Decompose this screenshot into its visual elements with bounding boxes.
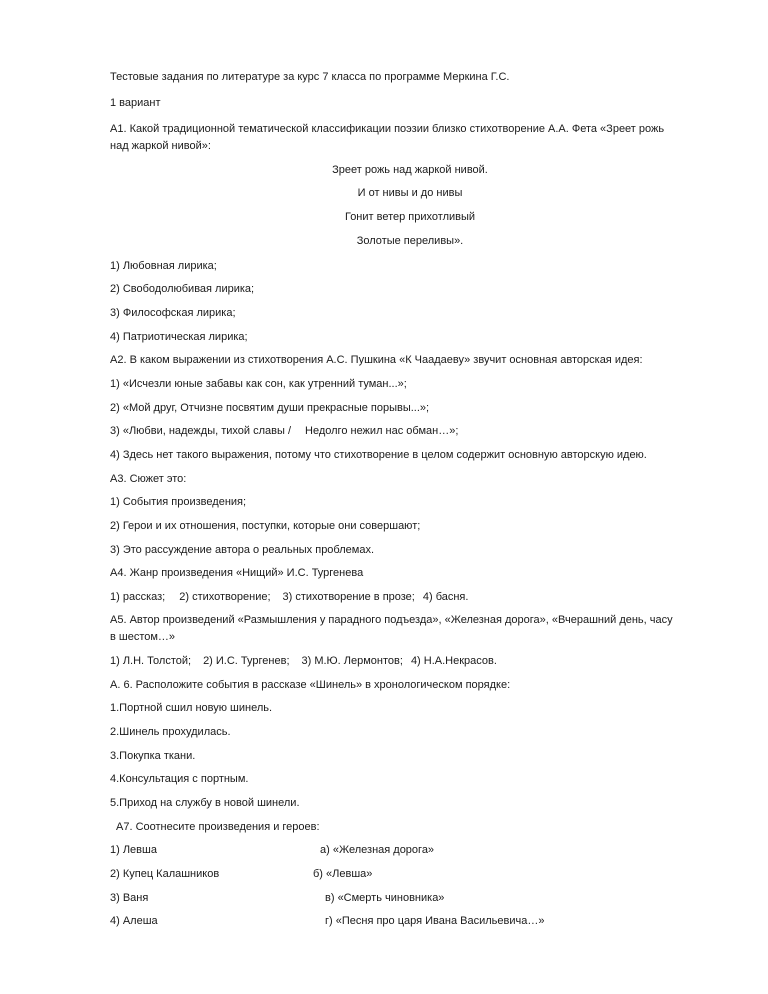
a7-hero: 3) Ваня bbox=[110, 892, 149, 904]
a1-option: 3) Философская лирика; bbox=[110, 307, 236, 319]
a5-option: 3) М.Ю. Лермонтов; bbox=[301, 655, 403, 667]
a2-option: 4) Здесь нет такого выражения, потому что стихотворение в целом содержит основную авторскую идею. bbox=[110, 449, 647, 461]
a2-option-3-part2: Недолго нежил нас обман…»; bbox=[305, 425, 459, 437]
document-title: Тестовые задания по литературе за курс 7 класса по программе Меркина Г.С. bbox=[110, 71, 510, 83]
a1-poem-line: Золотые переливы». bbox=[356, 235, 464, 247]
a1-question-line2: над жаркой нивой»: bbox=[110, 140, 211, 152]
a5-option: 2) И.С. Тургенев; bbox=[203, 655, 290, 667]
a4-option: 2) стихотворение; bbox=[179, 591, 271, 603]
a2-option: 1) «Исчезли юные забавы как сон, как утренний туман...»; bbox=[110, 378, 407, 390]
a2-option-3 bbox=[110, 424, 458, 438]
a1-option: 1) Любовная лирика; bbox=[110, 260, 217, 272]
a3-option: 3) Это рассуждение автора о реальных проблемах. bbox=[110, 544, 375, 556]
a5-options bbox=[110, 654, 497, 668]
variant-label: 1 вариант bbox=[110, 97, 161, 109]
a1-poem-line: Зреет рожь над жаркой нивой. bbox=[332, 164, 488, 176]
a3-question: А3. Сюжет это: bbox=[110, 473, 187, 485]
a4-option: 1) рассказ; bbox=[110, 591, 166, 603]
a5-option: 1) Л.Н. Толстой; bbox=[110, 655, 192, 667]
a2-option: 2) «Мой друг, Отчизне посвятим души прекрасные порывы...»; bbox=[110, 402, 430, 414]
a4-option: 3) стихотворение в прозе; bbox=[282, 591, 415, 603]
a3-option: 2) Герои и их отношения, поступки, которые они совершают; bbox=[110, 520, 421, 532]
a1-poem-line: Гонит ветер прихотливый bbox=[344, 211, 476, 223]
a5-option: 4) Н.А.Некрасов. bbox=[410, 655, 497, 667]
a4-question: А4. Жанр произведения «Нищий» И.С. Тургенева bbox=[110, 567, 364, 579]
a4-option: 4) басня. bbox=[422, 591, 469, 603]
a7-hero: 2) Купец Калашников bbox=[110, 868, 220, 880]
a5-question-line2: в шестом…» bbox=[110, 631, 176, 643]
a2-question: А2. В каком выражении из стихотворения А.С. Пушкина «К Чаадаеву» звучит основная авторская идея: bbox=[110, 354, 643, 366]
a7-work: б) «Левша» bbox=[313, 868, 373, 880]
a7-question: А7. Соотнесите произведения и героев: bbox=[116, 821, 320, 833]
a7-work: г) «Песня про царя Ивана Васильевича…» bbox=[325, 915, 545, 927]
a7-work: а) «Железная дорога» bbox=[320, 844, 435, 856]
a1-question-line1: А1. Какой традиционной тематической классификации поэзии близко стихотворение А.А. Фета «Зреет рожь bbox=[110, 123, 665, 135]
a2-option-3-part1: 3) «Любви, надежды, тихой славы / bbox=[110, 425, 292, 437]
a1-option: 2) Свободолюбивая лирика; bbox=[110, 283, 255, 295]
a7-hero: 4) Алеша bbox=[110, 915, 158, 927]
a7-work: в) «Смерть чиновника» bbox=[325, 892, 445, 904]
a6-item: 3.Покупка ткани. bbox=[110, 750, 196, 762]
a7-hero: 1) Левша bbox=[110, 844, 157, 856]
a6-item: 5.Приход на службу в новой шинели. bbox=[110, 797, 300, 809]
a6-item: 2.Шинель прохудилась. bbox=[110, 726, 231, 738]
a3-option: 1) События произведения; bbox=[110, 496, 247, 508]
a1-poem-line: И от нивы и до нивы bbox=[357, 187, 463, 199]
a4-options bbox=[110, 590, 468, 604]
a6-item: 1.Портной сшил новую шинель. bbox=[110, 702, 273, 714]
a1-option: 4) Патриотическая лирика; bbox=[110, 331, 248, 343]
a6-question: А. 6. Расположите события в рассказе «Шинель» в хронологическом порядке: bbox=[110, 679, 511, 691]
a5-question-line1: А5. Автор произведений «Размышления у парадного подъезда», «Железная дорога», «Вчерашний день, часу bbox=[110, 614, 673, 626]
a6-item: 4.Консультация с портным. bbox=[110, 773, 249, 785]
